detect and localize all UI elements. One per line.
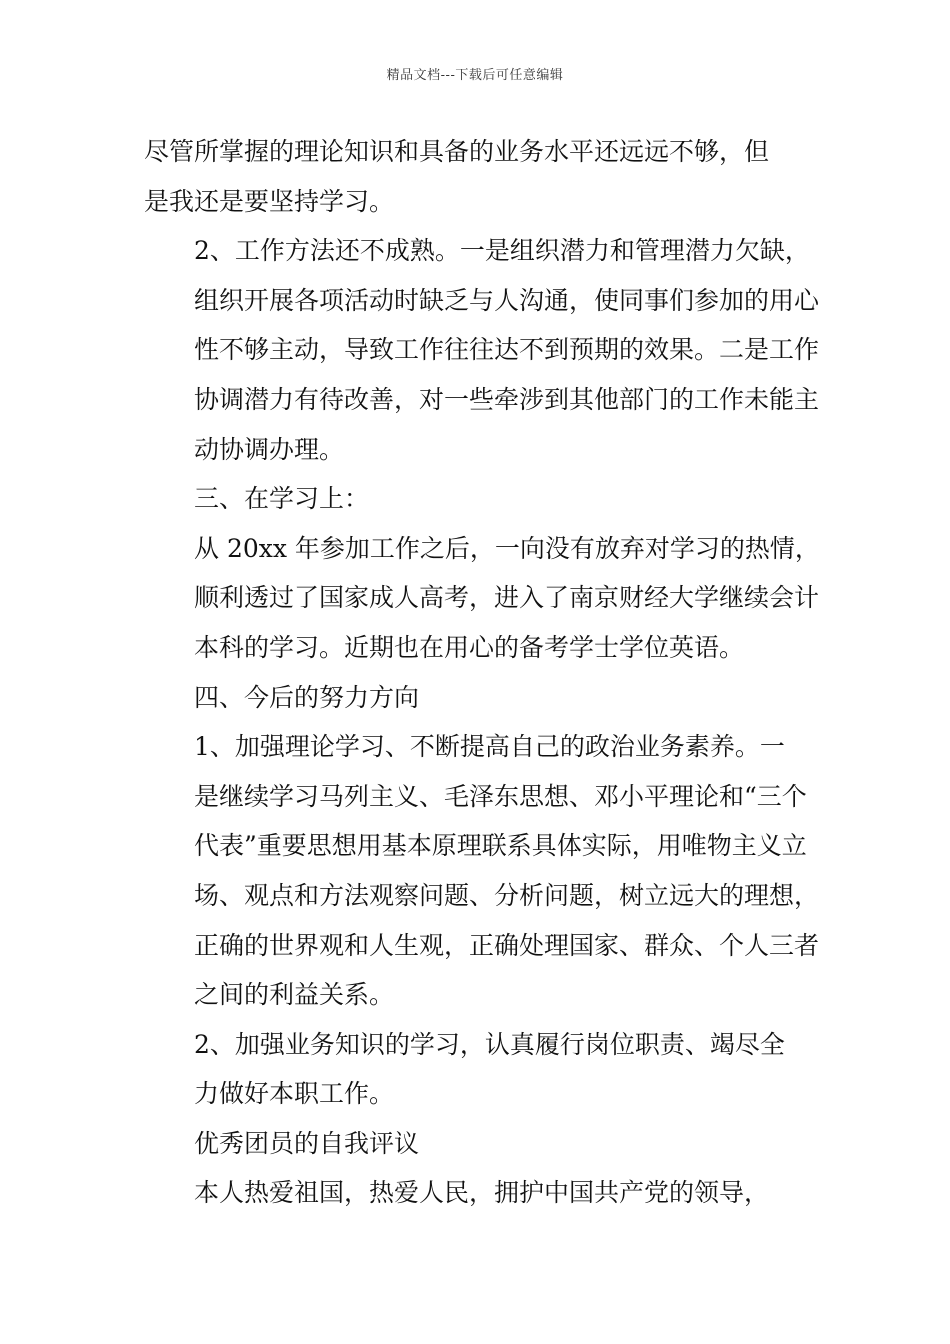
- text-line: 协调潜力有待改善，对一些牵涉到其他部门的工作未能主: [194, 384, 820, 414]
- section-heading-evaluation: [144, 1119, 834, 1169]
- text-line: 四、今后的努力方向: [194, 682, 420, 712]
- text-line: 动协调办理。: [194, 434, 345, 464]
- text-line: 之间的利益关系。: [194, 980, 395, 1010]
- text-line: 1、加强理论学习、不断提高自己的政治业务素养。一: [194, 732, 785, 762]
- paragraph-evaluation: [144, 1168, 834, 1218]
- text-line: 顺利透过了国家成人高考，进入了南京财经大学继续会计: [194, 583, 820, 613]
- text-line: 尽管所掌握的理论知识和具备的业务水平还远远不够，但: [144, 137, 770, 166]
- text-line: 是我还是要坚持学习。: [144, 186, 395, 216]
- text-line: 本人热爱祖国，热爱人民，拥护中国共产党的领导，: [194, 1178, 770, 1208]
- text-line: 组织开展各项活动时缺乏与人沟通，使同事们参加的用心: [194, 285, 820, 315]
- paragraph-theory-study: [144, 722, 834, 1020]
- text-line: 代表”重要思想用基本原理联系具体实际，用唯物主义立: [194, 831, 807, 861]
- section-heading-direction: [144, 673, 834, 723]
- text-line: 三、在学习上：: [194, 484, 370, 514]
- paragraph-work-methods: [144, 226, 834, 474]
- text-line: 本科的学习。近期也在用心的备考学士学位英语。: [194, 632, 745, 662]
- text-line: 2、工作方法还不成熟。一是组织潜力和管理潜力欠缺，: [194, 236, 810, 266]
- paragraph-business-study: [144, 1020, 834, 1119]
- page-header: 精品文档---下载后可任意编辑: [386, 68, 564, 83]
- paragraph-continuation: [144, 127, 834, 226]
- text-line: 优秀团员的自我评议: [194, 1128, 420, 1158]
- text-line: 2、加强业务知识的学习，认真履行岗位职责、竭尽全: [194, 1029, 785, 1059]
- text-line: 是继续学习马列主义、毛泽东思想、邓小平理论和“三个: [194, 781, 807, 811]
- text-line: 力做好本职工作。: [194, 1079, 395, 1109]
- text-line: 性不够主动，导致工作往往达不到预期的效果。二是工作: [194, 335, 820, 365]
- text-line: 正确的世界观和人生观，正确处理国家、群众、个人三者: [194, 930, 820, 960]
- text-line: 从 20xx 年参加工作之后，一向没有放弃对学习的热情，: [194, 533, 820, 563]
- section-heading-study: [144, 474, 834, 524]
- text-line: 场、观点和方法观察问题、分析问题，树立远大的理想，: [194, 880, 820, 910]
- document-body: [144, 127, 834, 1218]
- paragraph-study: [144, 524, 834, 673]
